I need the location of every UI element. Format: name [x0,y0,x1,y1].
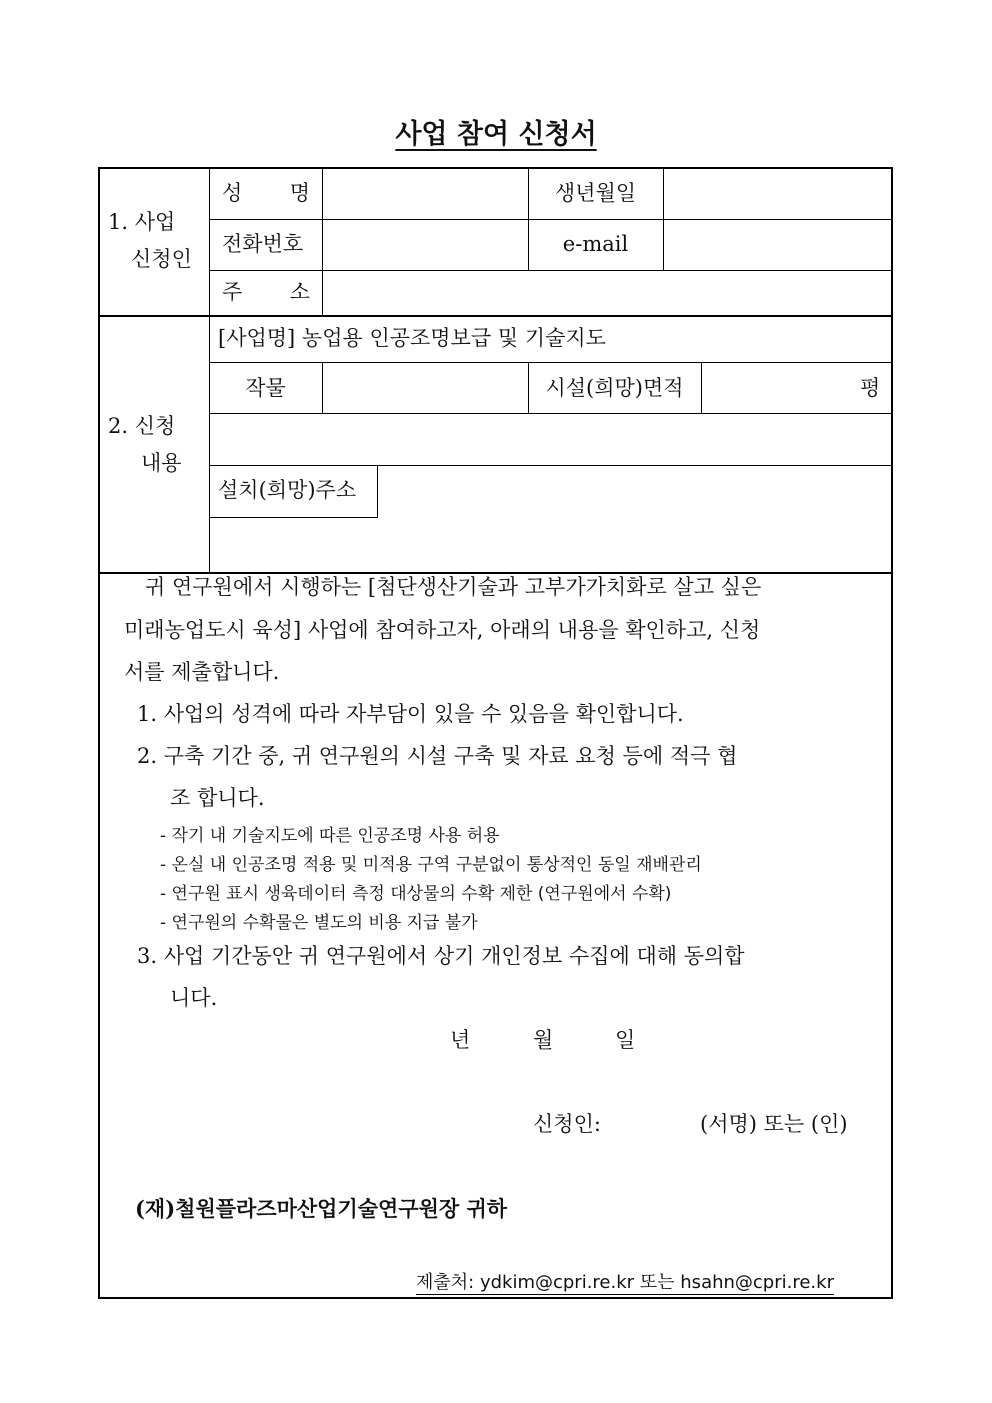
address-label-a: 주 [222,280,243,304]
project-name: [사업명] 농업용 인공조명보급 및 기술지도 [218,326,606,350]
area-label: 시설(희망)면적 [545,376,684,400]
name-label [222,183,310,204]
divider [322,362,323,414]
frame-top [98,167,893,169]
address-label-b: 소 [289,280,310,304]
name-label-b: 명 [289,181,310,205]
intro-line-3: 서를 제출합니다. [124,660,280,684]
date-year: 년 [450,1028,471,1052]
recipient: (재)철원플라즈마산업기술연구원장 귀하 [135,1196,508,1221]
phone-label: 전화번호 [222,232,304,256]
divider [209,219,892,220]
divider [209,316,210,573]
section-divider [98,315,893,317]
agreement-item-3-line-1: 3. 사업 기간동안 귀 연구원에서 상기 개인정보 수집에 대해 동의합 [137,944,745,968]
frame-bottom [98,1297,893,1299]
address-label [222,282,310,303]
birthdate-field[interactable] [665,170,890,218]
sign-hint: (서명) 또는 (인) [700,1112,848,1136]
area-unit: 평 [860,376,881,400]
extra-field[interactable] [211,415,890,464]
email-label: e-mail [562,232,629,256]
bullet-1: - 작기 내 기술지도에 따른 인공조명 사용 허용 [160,826,500,846]
divider [377,465,378,518]
divider [209,168,210,316]
crop-label: 작물 [245,376,286,400]
date-day: 일 [615,1028,636,1052]
date-month: 월 [533,1028,554,1052]
section1-label-line1: 1. 사업 [108,210,176,234]
agreement-item-1: 1. 사업의 성격에 따라 자부담이 있을 수 있음을 확인합니다. [137,702,684,726]
frame-left [98,167,100,1299]
divider [209,465,892,466]
address-field[interactable] [324,272,890,314]
intro-line-2: 미래농업도시 육성] 사업에 참여하고자, 아래의 내용을 확인하고, 신청 [124,618,761,642]
birthdate-label: 생년월일 [554,181,637,205]
divider [209,413,892,414]
page-title [0,112,992,151]
frame-right [891,167,893,1299]
agreement-item-3-line-2: 니다. [170,986,218,1010]
name-label-a: 성 [222,181,243,205]
section2-label-line1: 2. 신청 [108,414,176,438]
section2-label-line2: 내용 [141,451,182,475]
divider [209,517,378,518]
name-field[interactable] [324,170,526,218]
agreement-item-2-line-2: 조 합니다. [170,786,265,810]
bullet-4: - 연구원의 수확물은 별도의 비용 지급 불가 [160,913,478,933]
divider [322,168,323,316]
page-title-text: 사업 참여 신청서 [395,119,597,150]
phone-field[interactable] [324,221,526,269]
agreement-item-2-line-1: 2. 구축 기간 중, 귀 연구원의 시설 구축 및 자료 요청 등에 적극 협 [137,744,738,768]
intro-line-1: 귀 연구원에서 시행하는 [첨단생산기술과 고부가가치화로 살고 싶은 [145,575,762,599]
area-field[interactable] [703,364,853,412]
divider [663,168,664,271]
section1-label-line2: 신청인 [131,247,192,271]
email-field[interactable] [665,221,890,269]
install-address-label: 설치(희망)주소 [218,478,357,502]
bullet-2: - 온실 내 인공조명 적용 및 미적용 구역 구분없이 통상적인 동일 재배관리 [160,855,702,875]
divider [209,270,892,271]
applicant-label: 신청인: [533,1112,601,1136]
bullet-3: - 연구원 표시 생육데이터 측정 대상물의 수확 제한 (연구원에서 수확) [160,884,672,904]
submission-info: 제출처: ydkim@cpri.re.kr 또는 hsahn@cpri.re.kr [416,1272,834,1293]
divider [701,362,702,414]
install-address-field[interactable] [211,519,890,571]
section-divider [98,572,893,574]
divider [209,362,892,363]
crop-field[interactable] [324,364,526,412]
